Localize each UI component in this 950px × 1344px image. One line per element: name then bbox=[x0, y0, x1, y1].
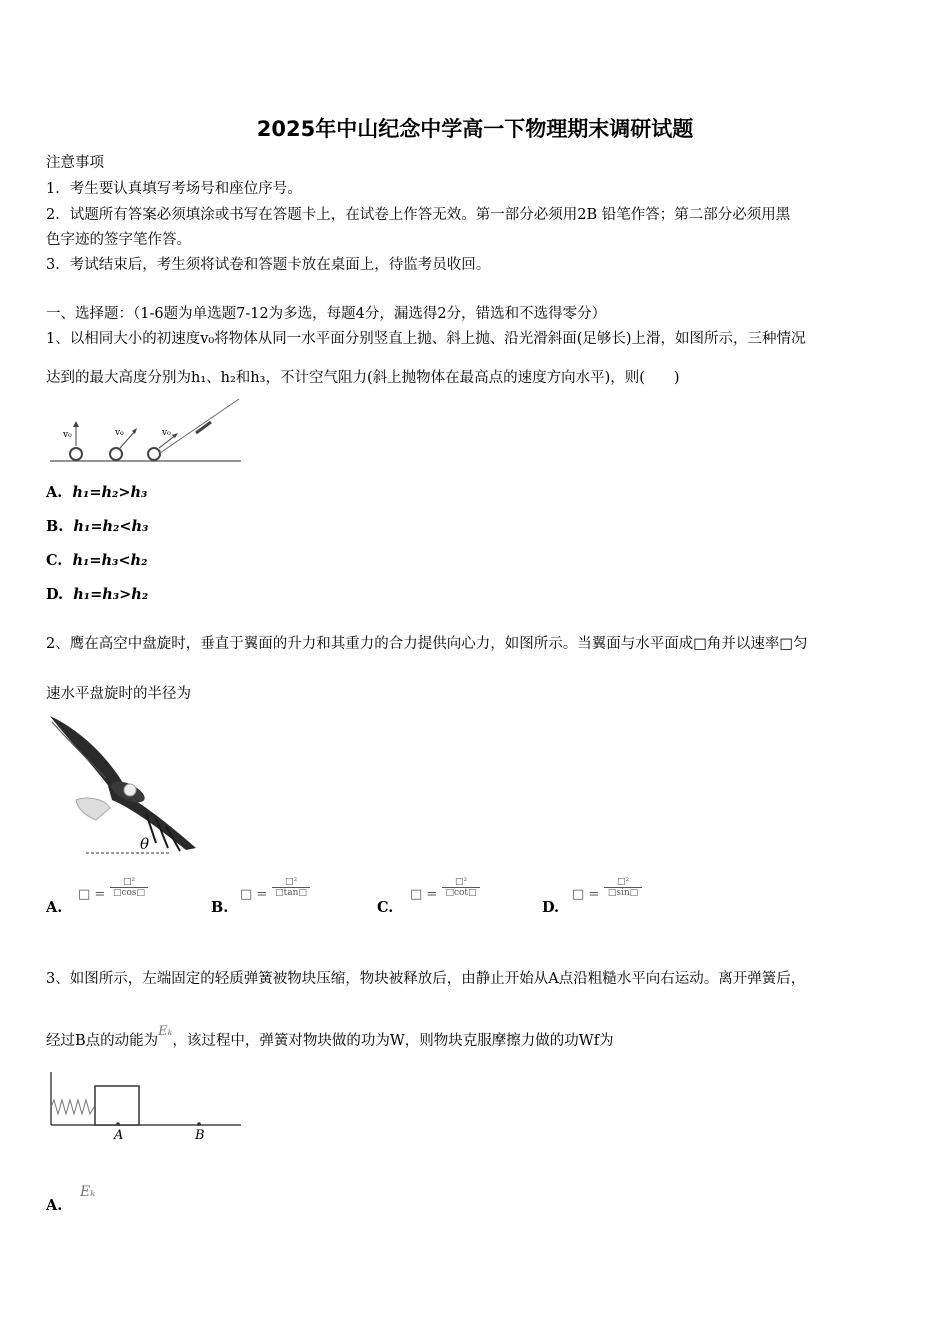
q2-option-b-fraction bbox=[272, 877, 310, 898]
q2-option-d-fraction bbox=[604, 877, 642, 898]
note-2: 2．试题所有答案必须填涂或书写在答题卡上，在试卷上作答无效。第一部分必须用2B 铅笔作答；第二部分必须用黑 bbox=[46, 207, 791, 223]
q2-option-d-denominator: □sin□ bbox=[604, 887, 642, 898]
section-heading: 一、选择题：（1-6题为单选题7-12为多选，每题4分，漏选得2分，错选和不选得零分） bbox=[46, 306, 607, 322]
spring-figure bbox=[46, 1070, 246, 1130]
fig1-v0-label-1: v₀ bbox=[63, 430, 72, 440]
note-1: 1．考生要认真填写考场号和座位序号。 bbox=[46, 181, 302, 197]
q2-option-d-numerator: □² bbox=[616, 877, 630, 887]
q1-option-b[interactable]: B. h₁=h₂<h₃ bbox=[46, 518, 149, 535]
q2-option-a-numerator: □² bbox=[122, 877, 136, 887]
q2-option-b-numerator: □² bbox=[284, 877, 298, 887]
q1-option-c[interactable]: C. h₁=h₃<h₂ bbox=[46, 552, 148, 569]
q2-option-c-letter[interactable]: C. bbox=[377, 899, 394, 916]
fig1-v0-label-2: v₀ bbox=[115, 428, 124, 438]
point-b-label: B bbox=[195, 1128, 205, 1143]
q2-option-c-lhs: □ = bbox=[410, 887, 438, 902]
q3-line2-end: ，该过程中，弹簧对物块做的功为W，则物块克服摩擦力做的功Wf为 bbox=[172, 1033, 614, 1049]
q3-ek-symbol: Eₖ bbox=[158, 1024, 173, 1039]
q2-option-c-numerator: □² bbox=[454, 877, 468, 887]
q2-option-c-fraction bbox=[442, 877, 480, 898]
q3-line2 bbox=[46, 1024, 614, 1050]
q2-line1: 2、鹰在高空中盘旋时，垂直于翼面的升力和其重力的合力提供向心力，如图所示。当翼面与水平面成□角并以速率□匀 bbox=[46, 636, 808, 652]
point-a-label: A bbox=[114, 1128, 124, 1143]
q3-option-a-letter[interactable]: A. bbox=[46, 1197, 63, 1214]
q1-line1: 1、以相同大小的初速度v₀将物体从同一水平面分别竖直上抛、斜上抛、沿光滑斜面(足够长)上滑，如图所示，三种情况 bbox=[46, 331, 806, 347]
q2-line2: 速水平盘旋时的半径为 bbox=[46, 686, 191, 702]
eagle-figure bbox=[46, 708, 206, 858]
notes-heading: 注意事项 bbox=[46, 155, 104, 171]
note-3: 3．考试结束后，考生须将试卷和答题卡放在桌面上，待监考员收回。 bbox=[46, 257, 491, 273]
q2-option-d-letter[interactable]: D. bbox=[542, 899, 560, 916]
q1-option-d[interactable]: D. h₁=h₃>h₂ bbox=[46, 586, 149, 603]
theta-label: θ bbox=[140, 835, 150, 853]
q2-option-b-letter[interactable]: B. bbox=[211, 899, 229, 916]
q2-option-c-denominator: □cot□ bbox=[442, 887, 480, 898]
note-2-cont: 色字迹的签字笔作答。 bbox=[46, 232, 191, 248]
q3-line2-start: 经过B点的动能为 bbox=[46, 1033, 159, 1049]
q1-figure bbox=[46, 393, 246, 468]
fig1-v0-label-3: v₀ bbox=[162, 428, 171, 438]
q2-option-b-denominator: □tan□ bbox=[272, 887, 310, 898]
page-title: 2025年中山纪念中学高一下物理期末调研试题 bbox=[256, 117, 694, 141]
q3-option-a-expr: Eₖ bbox=[80, 1184, 96, 1200]
q2-option-a-letter[interactable]: A. bbox=[46, 899, 63, 916]
q2-option-a-fraction bbox=[110, 877, 148, 898]
q1-line2: 达到的最大高度分别为h₁、h₂和h₃，不计空气阻力(斜上抛物体在最高点的速度方向水平)，则( ) bbox=[46, 370, 680, 386]
q2-option-a-lhs: □ = bbox=[78, 887, 106, 902]
q2-option-b-lhs: □ = bbox=[240, 887, 268, 902]
q3-line1: 3、如图所示，左端固定的轻质弹簧被物块压缩，物块被释放后，由静止开始从A点沿粗糙水平向右运动。离开弹簧后， bbox=[46, 971, 806, 987]
q2-option-d-lhs: □ = bbox=[572, 887, 600, 902]
q2-option-a-denominator: □cos□ bbox=[110, 887, 148, 898]
q1-option-a[interactable]: A. h₁=h₂>h₃ bbox=[46, 484, 148, 501]
